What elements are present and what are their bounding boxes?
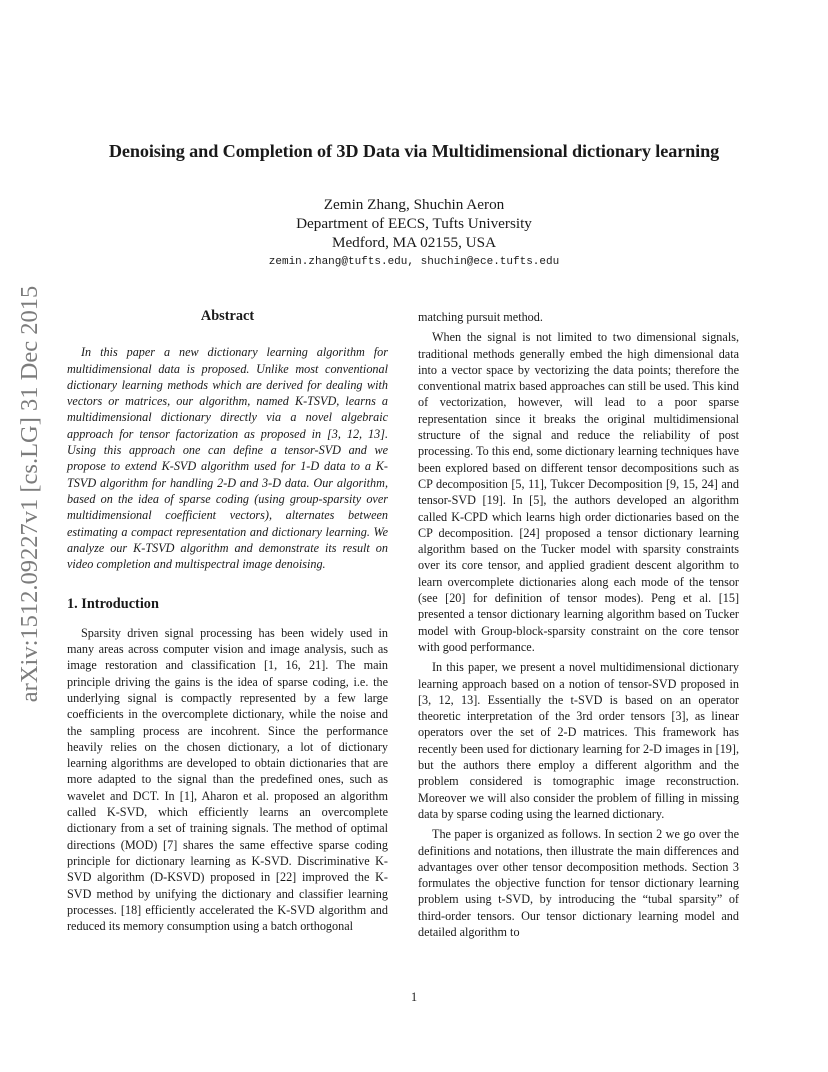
arxiv-watermark <box>13 284 47 704</box>
page-number: 1 <box>410 990 418 1004</box>
paper-title: Denoising and Completion of 3D Data via Multidimensional dictionary learning <box>108 141 720 161</box>
abstract-text: In this paper a new dictionary learning algorithm for multidimensional data is proposed. Unlike most conventional dictionary learning methods which are derived for dealing with vectors or matrices, our algorithm, named K-TSVD, learns a multidimensional dictionary directly via a novel algebraic approach for tensor factorization as proposed in [3, 12, 13]. Using this approach one can define a tensor-SVD and we propose to extend K-SVD algorithm used for 1-D data to a K-TSVD algorithm for handling 2-D and 3-D data. Our algorithm, based on the idea of sparse coding (using group-sparsity over multidimensional coefficient vectors), alternates between estimating a compact representation and dictionary learning. We analyze our K-TSVD algorithm and demonstrate its result on video completion and multispectral image denoising. <box>67 345 388 572</box>
section-heading-introduction: 1. Introduction <box>67 596 159 613</box>
author-emails: zemin.zhang@tufts.edu, shuchin@ece.tufts.edu <box>268 256 560 268</box>
paragraph-tensor-methods: When the signal is not limited to two dimensional signals, traditional methods generally embed the high dimensional data into a vector space by vectorizing the data points; therefore the conventional matrix based approaches can still be used. This kind of vectorization, however, will lead to a poor sparse representation since it breaks the original multidimensional structure of the signal and reduce the reliability of post processing. To this end, some dictionary learning techniques have been explored based on different tensor decompositions such as CP decomposition [5, 11], Tukcer Decomposition [9, 15, 24] and tensor-SVD [19]. In [5], the authors developed an algorithm called K-CPD which learns high order dictionaries based on the CP decomposition. [24] proposed a tensor dictionary learning algorithm based on the Tucker model with sparsity constraints over its core tensor, and applied gradient descent algorithm to learn overcomplete dictionaries along each mode of the tensor (see [20] for definition of tensor modes). Peng et al. [15] presented a tensor dictionary learning algorithm based on Tucker model with Group-block-sparsity constraint on the core tensor with good performance. <box>418 330 739 654</box>
author-names: Zemin Zhang, Shuchin Aeron <box>323 196 505 213</box>
affiliation: Department of EECS, Tufts University <box>296 215 532 232</box>
paragraph-continuation: matching pursuit method. <box>418 310 543 324</box>
right-column <box>418 309 739 940</box>
paragraph-organization: The paper is organized as follows. In section 2 we go over the definitions and notations, then illustrate the main differences and advantages over other tensor decomposition methods. Section 3 formulates the objective function for tensor dictionary learning problem using t-SVD, by introducing the “tubal sparsity” of third-order tensors. Our tensor dictionary learning model and detailed algorithm to <box>418 827 739 939</box>
intro-paragraph: Sparsity driven signal processing has been widely used in many areas across computer vision and image analysis, such as image restoration and classification [1, 16, 21]. The main principle driving the gains is the idea of sparse coding, i.e. the underlying signal is compactly represented by a few large coefficients in the overcomplete dictionary, while the noise and the sampling process are incohrent. Since the performance heavily relies on the chosen dictionary, a lot of dictionary learning algorithms are developed to obtain dictionaries that are more adapted to the signal than the predefined ones, such as wavelet and DCT. In [1], Aharon et al. proposed an algorithm called K-SVD, which efficiently learns an overcomplete dictionary from a set of training signals. The method of optimal directions (MOD) [7] shares the same effective sparse coding principle for dictionary learning as K-SVD. Discriminative K-SVD algorithm (D-KSVD) proposed in [22] improved the K-SVD method by unifying the dictionary and classifier learning processes. [18] efficiently accelerated the K-SVD algorithm and reduced its memory consumption using a batch orthogonal <box>67 625 388 934</box>
left-column <box>67 308 388 934</box>
arxiv-id: arXiv:1512.09227v1 [cs.LG] 31 Dec 2015 <box>16 285 43 703</box>
abstract-heading: Abstract <box>200 308 255 324</box>
paragraph-contribution: In this paper, we present a novel multidimensional dictionary learning approach based on a notion of tensor-SVD proposed in [3, 12, 13]. Essentially the t-SVD is based on an operator theoretic interpretation of the 3rd order tensors [3], as linear operators over the set of 2-D matrices. This framework has recently been used for dictionary learning for 2-D images in [19], but the authors there employ a different algorithm and the problem considered is tomographic image reconstruction. Moreover we will also consider the problem of filling in missing data by sparse coding using the learned dictionary. <box>418 660 739 821</box>
address: Medford, MA 02155, USA <box>331 234 497 251</box>
